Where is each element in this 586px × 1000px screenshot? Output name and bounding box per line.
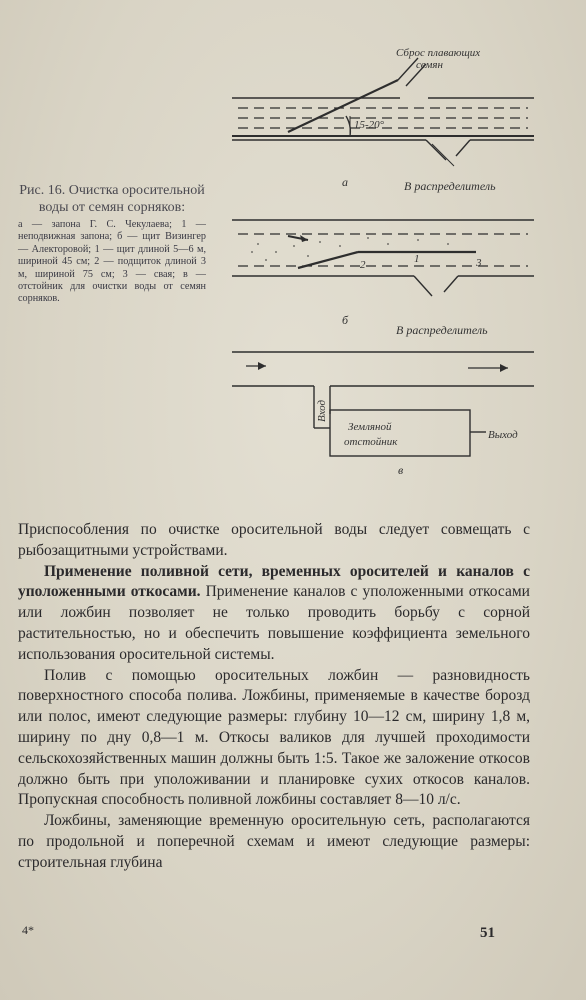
signature-mark: 4* — [22, 923, 34, 937]
canal-b-water-lines — [238, 234, 528, 266]
figure-caption-title: Рис. 16. Очистка оросительной воды от семян сорняков: — [19, 183, 205, 215]
paragraph-2-heading: Применение поливной сети, временных оросителей и каналов с уположенными откосами. — [18, 562, 530, 601]
label-float-seeds-2: семян — [416, 59, 443, 71]
distributor-b-branch-right — [444, 276, 458, 292]
label-num-2: 2 — [360, 259, 366, 271]
label-float-seeds: Сброс плавающих — [396, 47, 481, 59]
figure-caption — [18, 182, 206, 306]
paragraph-2 — [18, 562, 530, 666]
figure-diagram — [218, 40, 538, 480]
label-angle: 15-20° — [354, 119, 385, 131]
label-part-b: б — [342, 313, 349, 327]
distributor-a-branch-left — [426, 140, 446, 160]
label-inlet: Вход — [316, 399, 328, 422]
label-part-v: в — [398, 463, 404, 477]
body-text — [18, 520, 530, 874]
figure-caption-legend: а — запона Г. С. Чекулаева; 1 — неподвижная запона; б — щит Визингер — Алекторовой; 1 — щит длиной 5—6 м, шириной 45 см; 2 — подщиток длиной 3 м, шириной 75 см; 3 — свая; в — отстойник для очистки воды от семян сорняков. — [18, 219, 206, 305]
paragraph-4: Ложбины, заменяющие временную оросительную сеть, располагаются по продольной и поперечной схемам и имеют следующие размеры: строительная глубина — [18, 812, 530, 871]
label-basin-2: отстойник — [344, 436, 398, 448]
label-to-distributor-a: В распределитель — [404, 179, 496, 193]
label-to-distributor-b: В распределитель — [396, 323, 488, 337]
label-num-3: 3 — [476, 257, 482, 269]
label-basin-1: Земляной — [348, 421, 392, 433]
settling-basin — [330, 410, 470, 456]
label-num-1: 1 — [414, 253, 420, 265]
distributor-a-branch-right — [456, 140, 470, 156]
paragraph-1: Приспособления по очистке оросительной воды следует совмещать с рыбозащитными устройствами. — [18, 521, 530, 559]
distributor-b-branch-left — [414, 276, 432, 296]
page-number: 51 — [480, 925, 495, 941]
distributor-a-branch-inner — [432, 144, 454, 166]
label-part-a: а — [342, 175, 348, 189]
label-outlet: Выход — [488, 429, 518, 441]
paragraph-2-text: Применение каналов с уположенными откосами или ложбин позволяет не только проводить борьбу с сорной растительностью, но и обеспечить повышение коэффициента земельного использования оросительной системы. — [18, 583, 530, 663]
paragraph-3: Полив с помощью оросительных ложбин — разновидность поверхностного способа полива. Ложбины, применяемые в качестве борозд или полос, имеют следующие размеры: глубину 10—12 см, ширину 1,8 м, ширину по дну 0,8—1 м. Откосы валиков для лучшей проходимости сельскохозяйственных машин должны быть 1:5. Такое же заложение откосов должно быть при уположивании и планировке сухих откосов каналов. Пропускная способность поливной ложбины составляет 8—10 л/с. — [18, 666, 530, 809]
